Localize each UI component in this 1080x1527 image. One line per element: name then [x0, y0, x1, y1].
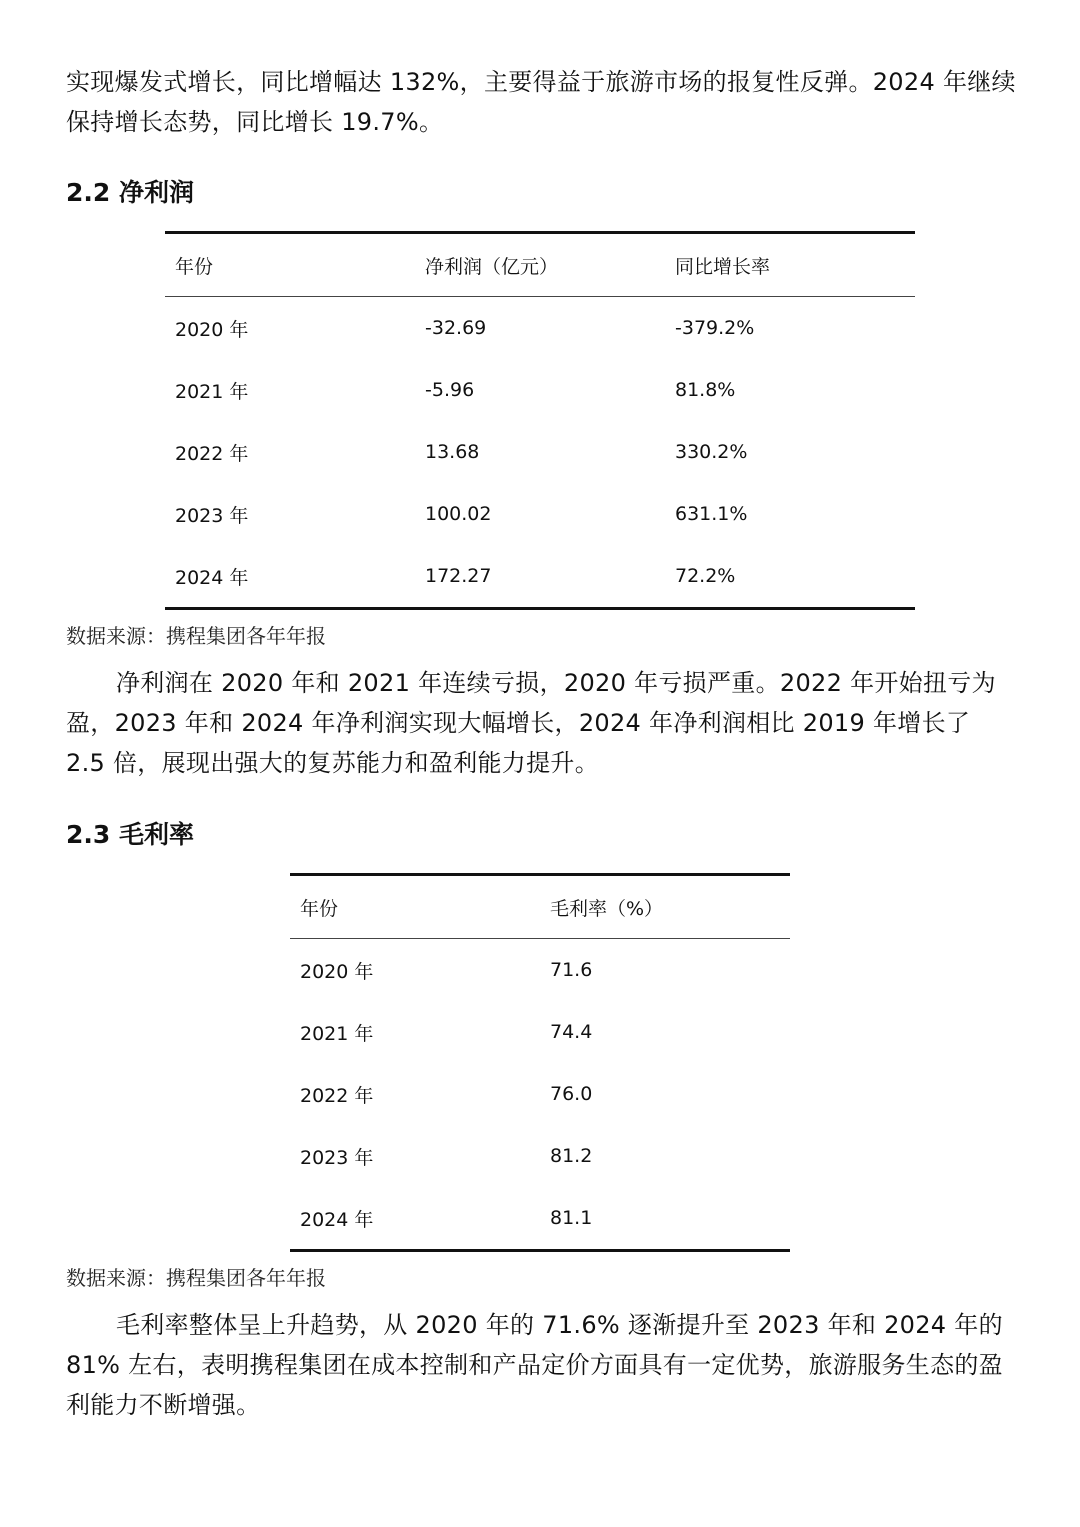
data-source-note: 数据来源：携程集团各年年报	[66, 1266, 326, 1290]
table-cell: 81.8%	[675, 379, 736, 401]
table-cell: 71.6	[550, 959, 593, 981]
table-cell: 81.2	[550, 1145, 593, 1167]
table-row	[290, 939, 790, 1002]
table-cell: 100.02	[425, 503, 492, 525]
column-header: 年份	[290, 875, 540, 939]
column-header: 净利润（亿元）	[415, 233, 665, 297]
table-cell: 2024 年	[300, 1208, 374, 1231]
intro-paragraph: 实现爆发式增长，同比增幅达 132%，主要得益于旅游市场的报复性反弹。2024 年继续保持增长态势，同比增长 19.7%。	[66, 68, 1016, 136]
table-cell: 2020 年	[300, 960, 374, 983]
table-header-row	[165, 233, 915, 297]
table-row	[290, 1063, 790, 1125]
data-source-note: 数据来源：携程集团各年年报	[66, 624, 326, 648]
table-cell: -379.2%	[675, 317, 755, 339]
gross-margin-analysis: 毛利率整体呈上升趋势，从 2020 年的 71.6% 逐渐提升至 2023 年和 2024 年的 81% 左右，表明携程集团在成本控制和产品定价方面具有一定优势，旅游服务生态的盈利能力不断增强。	[66, 1311, 1003, 1419]
table-cell: 2024 年	[175, 566, 249, 589]
table-cell: 74.4	[550, 1021, 593, 1043]
table-cell: 2022 年	[300, 1084, 374, 1107]
table-row	[165, 483, 915, 545]
table-cell: 172.27	[425, 565, 492, 587]
section-heading-gross-margin: 2.3 毛利率	[66, 820, 194, 849]
table-cell: 2022 年	[175, 442, 249, 465]
net-profit-table	[165, 231, 915, 610]
table-row	[165, 359, 915, 421]
table-cell: 631.1%	[675, 503, 748, 525]
gross-margin-table	[290, 873, 790, 1252]
table-cell: 330.2%	[675, 441, 748, 463]
table-cell: 2021 年	[175, 380, 249, 403]
table-cell: 2023 年	[300, 1146, 374, 1169]
table-cell: 81.1	[550, 1207, 593, 1229]
table-row	[290, 1187, 790, 1251]
table-row	[290, 1125, 790, 1187]
table-cell: -32.69	[425, 317, 487, 339]
section-heading-net-profit: 2.2 净利润	[66, 178, 194, 207]
table-cell: 2021 年	[300, 1022, 374, 1045]
column-header: 毛利率（%）	[540, 875, 790, 939]
net-profit-analysis: 净利润在 2020 年和 2021 年连续亏损，2020 年亏损严重。2022 年开始扭亏为盈，2023 年和 2024 年净利润实现大幅增长，2024 年净利润相比 2019 年增长了 2.5 倍，展现出强大的复苏能力和盈利能力提升。	[66, 669, 996, 777]
column-header: 年份	[165, 233, 415, 297]
table-cell: -5.96	[425, 379, 475, 401]
table-row	[290, 1001, 790, 1063]
table-cell: 2023 年	[175, 504, 249, 527]
column-header: 同比增长率	[665, 233, 915, 297]
table-cell: 76.0	[550, 1083, 593, 1105]
table-row	[165, 421, 915, 483]
table-cell: 13.68	[425, 441, 480, 463]
table-header-row	[290, 875, 790, 939]
table-cell: 2020 年	[175, 318, 249, 341]
table-row	[165, 297, 915, 360]
table-row	[165, 545, 915, 609]
table-cell: 72.2%	[675, 565, 736, 587]
